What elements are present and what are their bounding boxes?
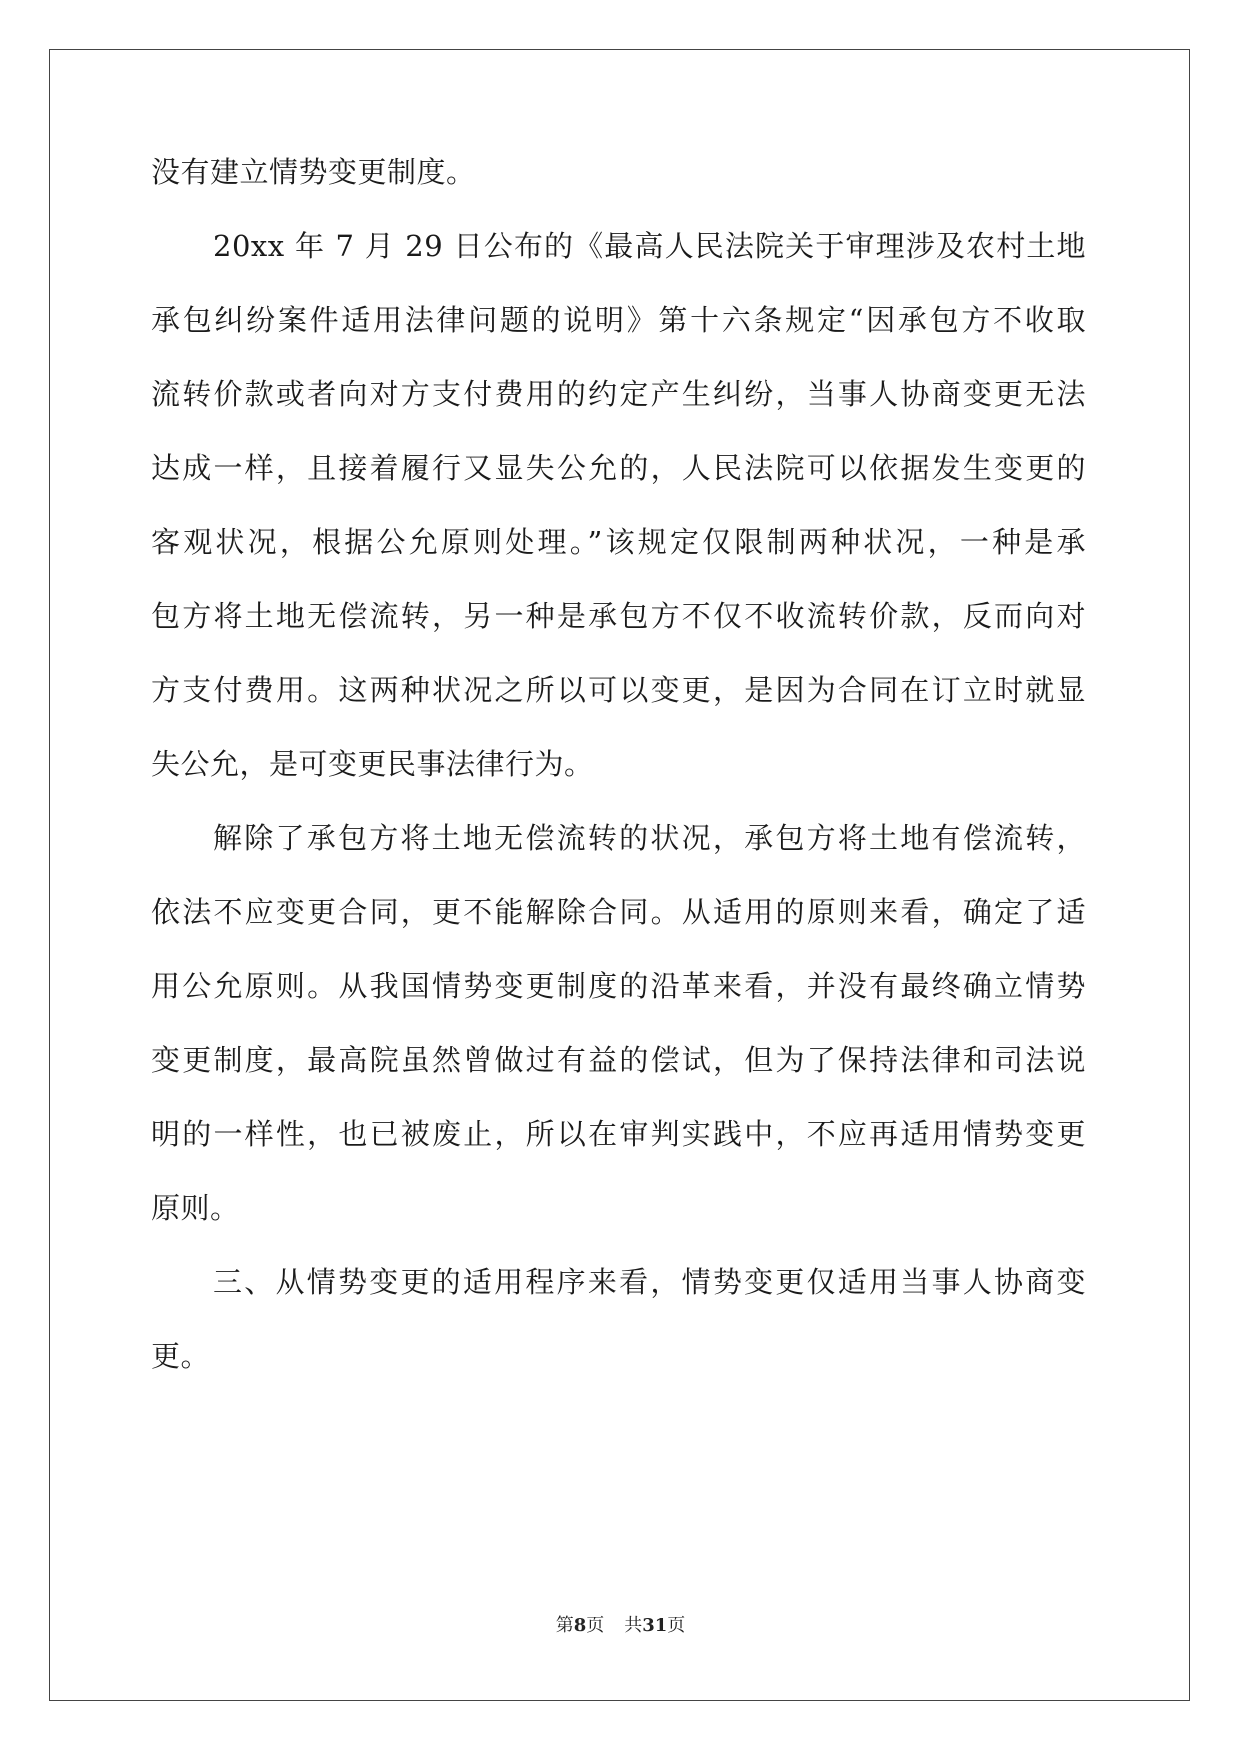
total-prefix: 共 (624, 1615, 643, 1636)
total-pages: 31 (642, 1615, 668, 1636)
total-suffix: 页 (667, 1615, 686, 1636)
text-line: 方支付费用。这两种状况之所以可以变更，是因为合同在订立时就显 (151, 673, 1086, 707)
page-prefix: 第 (555, 1615, 574, 1636)
paragraph-start-line: 三、从情势变更的适用程序来看，情势变更仅适用当事人协商变 (213, 1265, 1086, 1299)
text-line: 承包纠纷案件适用法律问题的说明》第十六条规定“因承包方不收取 (151, 303, 1086, 337)
text-line: 明的一样性，也已被废止，所以在审判实践中，不应再适用情势变更 (151, 1117, 1086, 1151)
text-line: 达成一样，且接着履行又显失公允的，人民法院可以依据发生变更的 (151, 451, 1086, 485)
text-line: 原则。 (151, 1191, 240, 1225)
text-line: 更。 (151, 1339, 211, 1373)
paragraph-start-line: 解除了承包方将土地无偿流转的状况，承包方将土地有偿流转， (213, 821, 1086, 855)
paragraph-start-line: 20xx 年 7 月 29 日公布的《最高人民法院关于审理涉及农村土地 (213, 229, 1086, 263)
text-line: 没有建立情势变更制度。 (151, 155, 476, 189)
page-border (49, 49, 1190, 1701)
text-line: 变更制度，最高院虽然曾做过有益的偿试，但为了保持法律和司法说 (151, 1043, 1086, 1077)
text-line: 客观状况，根据公允原则处理。”该规定仅限制两种状况，一种是承 (151, 525, 1086, 559)
text-line: 用公允原则。从我国情势变更制度的沿革来看，并没有最终确立情势 (151, 969, 1086, 1003)
page-footer (0, 1614, 1241, 1638)
text-line: 流转价款或者向对方支付费用的约定产生纠纷，当事人协商变更无法 (151, 377, 1086, 411)
text-line: 依法不应变更合同，更不能解除合同。从适用的原则来看，确定了适 (151, 895, 1086, 929)
text-line: 包方将土地无偿流转，另一种是承包方不仅不收流转价款，反而向对 (151, 599, 1086, 633)
text-line: 失公允，是可变更民事法律行为。 (151, 747, 594, 781)
page-suffix: 页 (586, 1615, 605, 1636)
page-number: 8 (573, 1615, 587, 1636)
